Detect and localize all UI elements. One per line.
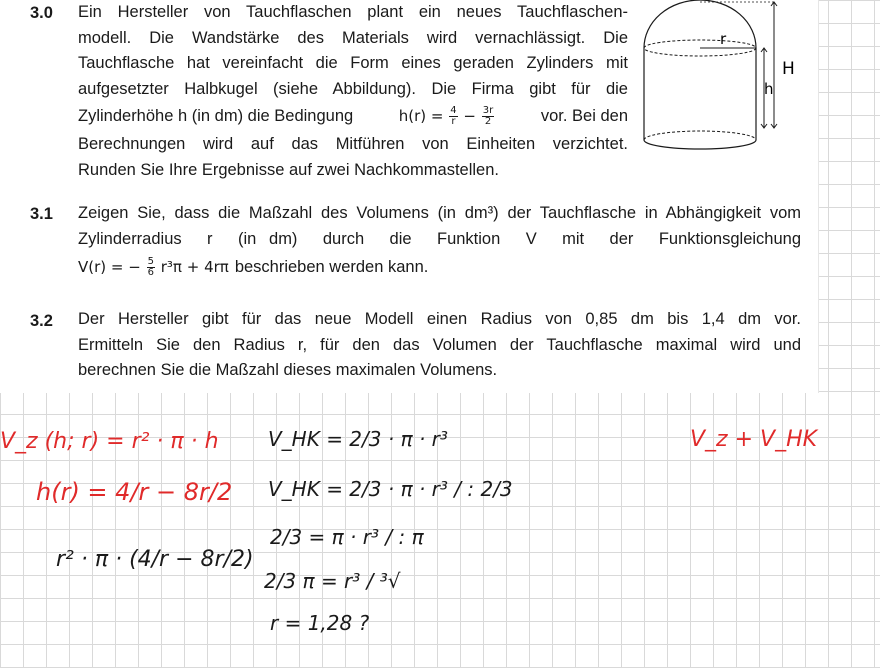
note-substitution: r² · π · (4/r − 8r/2) bbox=[56, 547, 254, 572]
task-3-2-line: berechnen Sie die Maßzahl dieses maximalen Volumens. bbox=[78, 361, 498, 379]
task-number-3-2: 3.2 bbox=[30, 312, 53, 330]
task-3-2-line: Der Hersteller gibt für das neue Modell einen Radius von 0,85 dm bis 1,4 dm vor. bbox=[78, 310, 801, 328]
minus-sign: − bbox=[463, 107, 476, 126]
task-3-1-line: Zeigen Sie, dass die Maßzahl des Volumens (in dm³) der Tauchflasche in Abhängigkeit vom bbox=[78, 204, 801, 222]
note-cylinder-volume: V_z (h; r) = r² · π · h bbox=[0, 429, 219, 454]
task-3-0-line: aufgesetzter Halbkugel (siehe Abbildung). Die Firma gibt für die bbox=[78, 79, 628, 98]
fraction-numerator: 4 bbox=[450, 105, 457, 117]
note-step-divide-pi: 2/3 = π · r³ / : π bbox=[270, 525, 424, 549]
black-notes bbox=[56, 427, 513, 635]
fraction-denominator: 6 bbox=[147, 267, 154, 279]
fraction-denominator: 2 bbox=[484, 116, 492, 128]
task-3-0-line: Tauchflasche hat vereinfacht die Form eines geraden Zylinders mit bbox=[78, 54, 628, 72]
task-3-1-line: Zylinderradius r (in dm) durch die Funktion V mit der Funktionsgleichung bbox=[78, 229, 801, 248]
fraction-denominator: r bbox=[451, 116, 456, 128]
label-H: H bbox=[782, 59, 795, 79]
note-hemisphere-step: V_HK = 2/3 · π · r³ / : 2/3 bbox=[268, 477, 513, 501]
formula-rhs: r³π + 4rπ bbox=[160, 258, 229, 277]
task-3-0-line: modell. Die Wandstärke des Materials wird vernachlässigt. Die bbox=[78, 28, 628, 47]
task-3-0-line: Berechnungen wird auf das Mitführen von Einheiten verzichtet. bbox=[78, 135, 628, 153]
task-3-1-text-after-formula: beschrieben werden kann. bbox=[234, 258, 429, 277]
task-number-3-1: 3.1 bbox=[30, 205, 53, 223]
formula-lhs: V(r) = − bbox=[78, 258, 141, 277]
note-height-function: h(r) = 4/r − 8r/2 bbox=[36, 478, 233, 506]
task-3-0-line: Ein Hersteller von Tauchflaschen plant ein neues Tauchflaschen- bbox=[78, 3, 628, 21]
fraction-numerator: 5 bbox=[147, 256, 154, 268]
task-number-3-0: 3.0 bbox=[30, 4, 53, 22]
task-3-0-text-after-formula: vor. Bei den bbox=[540, 107, 628, 126]
note-hemisphere-volume: V_HK = 2/3 · π · r³ bbox=[268, 427, 448, 451]
label-h: h bbox=[764, 80, 774, 98]
note-volume-sum: V_z + V_HK bbox=[690, 427, 818, 452]
fraction-numerator: 3r bbox=[482, 105, 494, 117]
note-radius-result: r = 1,28 ? bbox=[270, 611, 370, 635]
task-3-0-text-before-formula: Zylinderhöhe h (in dm) die Bedingung bbox=[78, 107, 354, 126]
task-3-2-line: Ermitteln Sie den Radius r, für den das Volumen der Tauchflasche maximal wird und bbox=[78, 335, 801, 354]
label-r: r bbox=[720, 30, 727, 48]
task-3-0-line: Runden Sie Ihre Ergebnisse auf zwei Nachkommastellen. bbox=[78, 160, 499, 179]
formula-lhs: h(r) = bbox=[398, 107, 444, 126]
note-step-cube-root: 2/3 π = r³ / ³√ bbox=[264, 569, 401, 593]
